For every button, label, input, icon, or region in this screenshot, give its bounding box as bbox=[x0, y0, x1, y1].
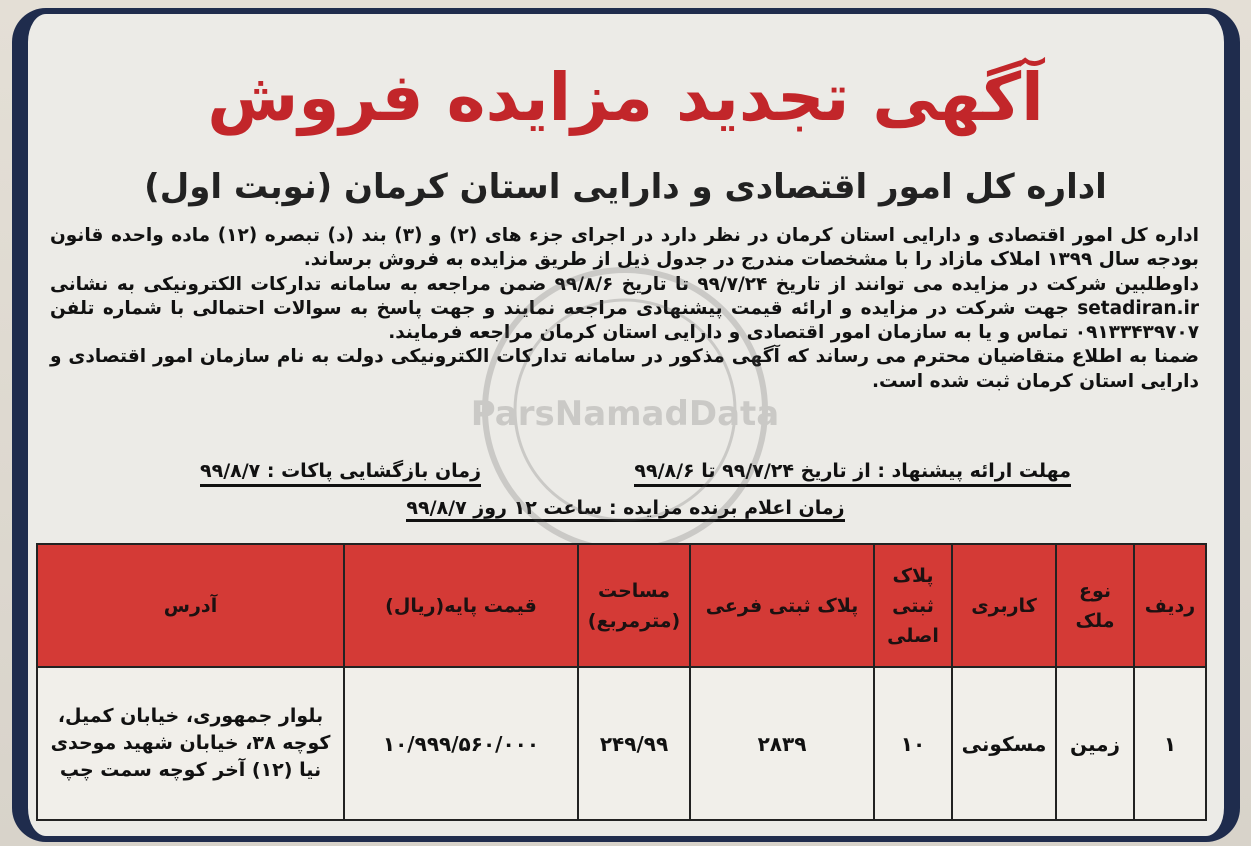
table-header-row bbox=[37, 544, 1206, 667]
body-paragraph-2: داوطلبین شرکت در مزایده می توانند از تاریخ ۹۹/۷/۲۴ تا تاریخ ۹۹/۸/۶ ضمن مراجعه به سامانه تدارکات الکترونیکی به نشانی setadiran.ir جهت شرکت در مزایده و ارائه قیمت پیشنهادی مراجعه نمایند و جهت پاسخ به سوالات احتمالی با شماره تلفن ۰۹۱۳۳۴۳۹۷۰۷ تماس و یا به سازمان امور اقتصادی و دارایی استان کرمان مراجعه فرمایند. bbox=[50, 273, 1199, 344]
header-address: آدرس bbox=[37, 544, 344, 667]
notice-title: آگهی تجدید مزایده فروش bbox=[207, 59, 1044, 136]
header-sub-plate: پلاک ثبتی فرعی bbox=[690, 544, 874, 667]
cell-address: بلوار جمهوری، خیابان کمیل، کوچه ۳۸، خیابان شهید موحدی نیا (۱۲) آخر کوچه سمت چپ bbox=[37, 667, 344, 820]
header-area: مساحت (مترمربع) bbox=[578, 544, 690, 667]
cell-sub-plate: ۲۸۳۹ bbox=[690, 667, 874, 820]
cell-row-number: ۱ bbox=[1134, 667, 1206, 820]
body-paragraph-1: اداره کل امور اقتصادی و دارایی استان کرمان در نظر دارد در اجرای جزء های (۲) و (۳) بند (د) تبصره (۱۲) ماده واحده قانون بودجه سال ۱۳۹۹ املاک مازاد را با مشخصات مندرج در جدول ذیل از طریق مزایده به فروش برساند. bbox=[50, 225, 1200, 271]
cell-base-price: ۱۰/۹۹۹/۵۶۰/۰۰۰ bbox=[344, 667, 578, 820]
notice-subtitle: اداره کل امور اقتصادی و دارایی استان کرمان (نوبت اول) bbox=[144, 167, 1107, 207]
bid-deadline: مهلت ارائه پیشنهاد : از تاریخ ۹۹/۷/۲۴ تا ۹۹/۸/۶ bbox=[634, 457, 1071, 487]
header-main-plate: پلاک ثبتی اصلی bbox=[874, 544, 952, 667]
header-usage: کاربری bbox=[952, 544, 1056, 667]
cell-main-plate: ۱۰ bbox=[874, 667, 952, 820]
table-row bbox=[37, 667, 1206, 820]
header-property-type: نوع ملک bbox=[1056, 544, 1134, 667]
body-paragraph-3: ضمنا به اطلاع متقاضیان محترم می رساند که آگهی مذکور در سامانه تدارکات الکترونیکی دولت به نام سازمان امور اقتصادی و دارایی استان کرمان ثبت شده است. bbox=[50, 346, 1199, 392]
cell-area: ۲۴۹/۹۹ bbox=[578, 667, 690, 820]
winner-row bbox=[380, 494, 871, 524]
header-base-price: قیمت پایه(ریال) bbox=[344, 544, 578, 667]
notice-body bbox=[50, 224, 1199, 394]
cell-usage: مسکونی bbox=[952, 667, 1056, 820]
property-table bbox=[36, 543, 1207, 821]
winner-announcement: زمان اعلام برنده مزایده : ساعت ۱۲ روز ۹۹/۸/۷ bbox=[406, 497, 844, 522]
header-row-number: ردیف bbox=[1134, 544, 1206, 667]
cell-property-type: زمین bbox=[1056, 667, 1134, 820]
dates-row bbox=[200, 457, 1071, 487]
watermark-text: ParsNamadData bbox=[470, 394, 780, 434]
opening-date: زمان بازگشایی پاکات : ۹۹/۸/۷ bbox=[200, 457, 481, 487]
